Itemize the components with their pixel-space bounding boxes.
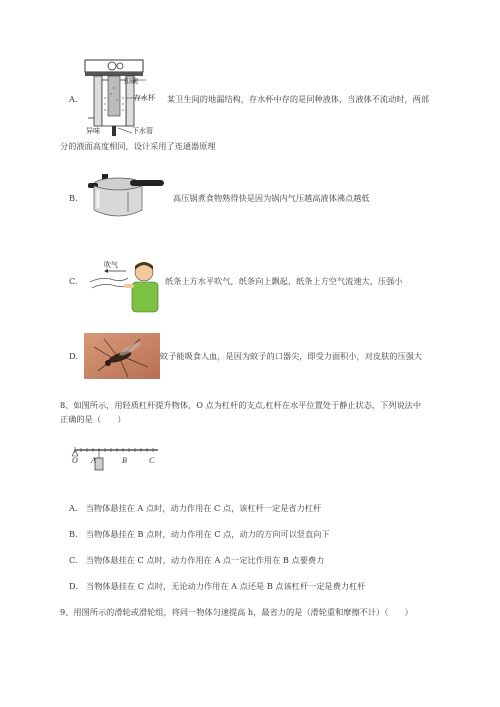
q8-option-b: B. 当物体悬挂在 B 点时，动力作用在 C 点，动力的方向可以竖直向下 bbox=[69, 529, 330, 539]
option-c-text: 纸条上方水平吹气，纸条向上飘起，纸条上方空气流速大，压强小 bbox=[165, 276, 403, 286]
boy-blowing-image bbox=[84, 262, 164, 316]
option-a-text-line2: 分的液面高度相同，设计采用了连通器原理 bbox=[60, 141, 216, 151]
q8-stem-line2: 正确的是（ ） bbox=[60, 414, 126, 424]
q8-option-d: D. 当物体悬挂在 C 点时，无论动力作用在 A 点还是 B 点该杠杆一定是费力杠杆 bbox=[69, 581, 366, 591]
option-d-letter: D. bbox=[69, 351, 78, 361]
option-a-letter: A. bbox=[69, 94, 78, 104]
option-d-text: 蚊子能吸食人血，是因为蚊子的口器尖，即受力面积小，对皮肤的压强大 bbox=[160, 351, 423, 361]
label-blow: 吹气 bbox=[104, 261, 118, 269]
option-b-text: 高压锅煮食物熟得快是因为锅内气压越高液体沸点越低 bbox=[173, 193, 370, 203]
q8-option-a: A. 当物体悬挂在 A 点时，动力作用在 C 点，该杠杆一定是省力杠杆 bbox=[69, 503, 322, 513]
q9-stem: 9、用图所示的滑轮或滑轮组，将同一物体匀速提高 h，最省力的是（滑轮重和摩擦不计）（ ） bbox=[60, 607, 413, 617]
option-b-letter: B. bbox=[69, 193, 78, 203]
label-cup: 存水杯 bbox=[134, 94, 155, 102]
lever-label-b: B bbox=[122, 456, 127, 465]
label-pipe: 下水管 bbox=[132, 127, 153, 135]
pressure-cooker-image bbox=[84, 170, 166, 222]
label-pan: 扣碗 bbox=[124, 77, 138, 85]
label-smell: 异味 bbox=[86, 127, 100, 135]
q8-stem-line1: 8、如图所示，用轻质杠杆提升物体，O 点为杠杆的支点,杠杆在水平位置处于静止状态，下列说法中 bbox=[60, 400, 422, 410]
q8-option-c: C. 当物体悬挂在 C 点时，动力作用在 A 点一定比作用在 B 点要费力 bbox=[69, 555, 325, 565]
lever-label-c: C bbox=[149, 456, 155, 465]
option-a-text-line1: 某卫生间的地漏结构，存水杯中存的是同种液体，当液体不流动时，两部 bbox=[167, 94, 430, 104]
option-c-letter: C. bbox=[69, 276, 78, 286]
lever-label-a: A bbox=[91, 456, 96, 465]
lever-label-o: O bbox=[72, 456, 78, 465]
mosquito-image bbox=[84, 333, 160, 379]
